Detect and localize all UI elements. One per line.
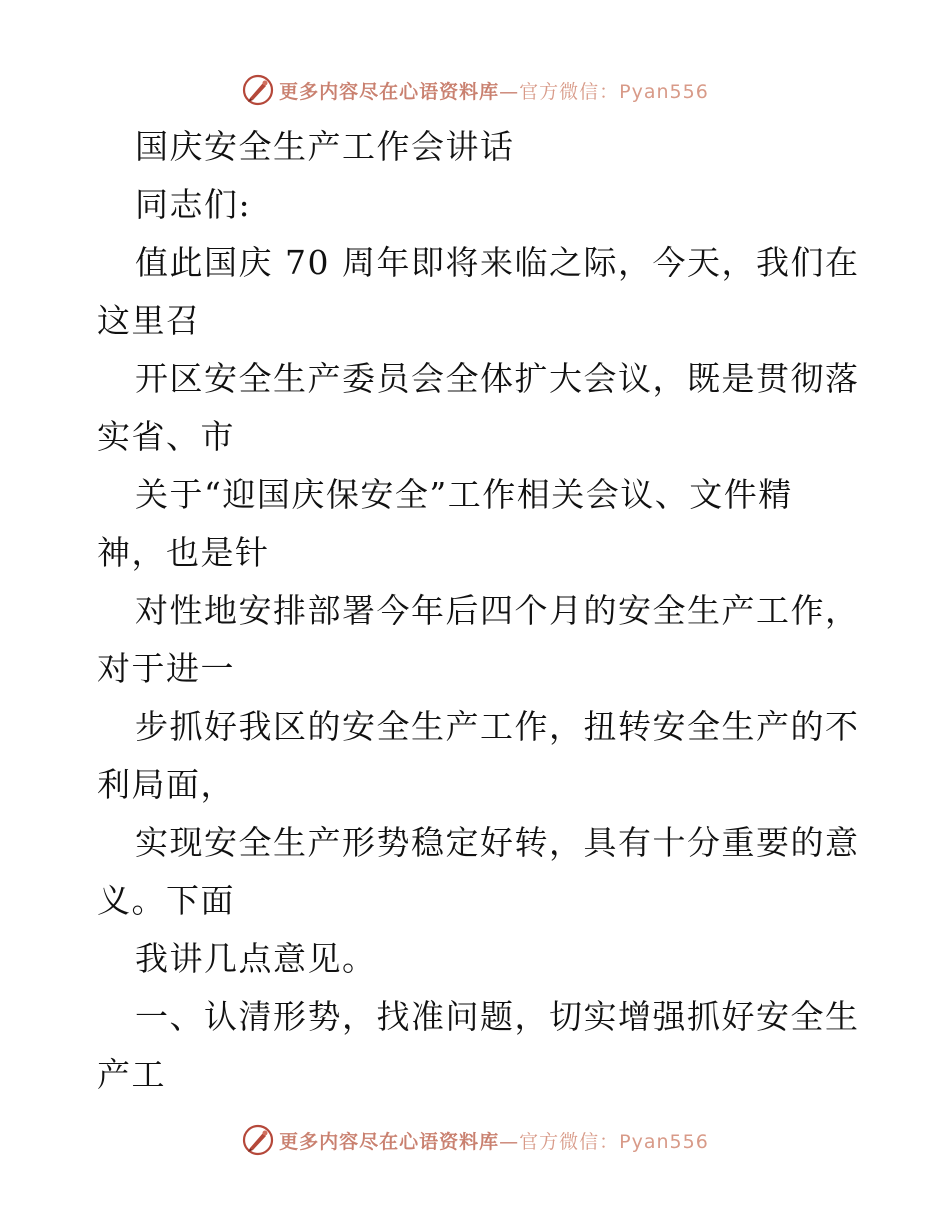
document-line: 实省、市 <box>97 417 235 456</box>
document-line: 一、认清形势，找准问题，切实增强抓好安全生 <box>135 997 860 1036</box>
document-line: 义。下面 <box>97 881 235 920</box>
watermark-wechat-text: 官方微信：Pyan556 <box>519 1130 709 1153</box>
document-line: 关于“迎国庆保安全”工作相关会议、文件精 <box>135 475 793 514</box>
watermark-main-text: 更多内容尽在心语资料库 <box>279 80 500 103</box>
watermark-main-text: 更多内容尽在心语资料库 <box>279 1130 500 1153</box>
document-line: 对性地安排部署今年后四个月的安全生产工作， <box>135 591 860 630</box>
document-line: 我讲几点意见。 <box>135 939 377 978</box>
document-line: 这里召 <box>97 301 201 340</box>
watermark-separator: — <box>499 1130 520 1153</box>
document-line: 值此国庆 70 周年即将来临之际，今天，我们在 <box>135 243 860 282</box>
document-line: 利局面， <box>97 765 235 804</box>
document-line: 神，也是针 <box>97 533 270 572</box>
document-line: 同志们: <box>135 185 252 224</box>
document-body <box>97 118 860 1104</box>
document-line: 实现安全生产形势稳定好转，具有十分重要的意 <box>135 823 860 862</box>
document-title: 国庆安全生产工作会讲话 <box>135 127 515 166</box>
pen-circle-logo-icon <box>241 1123 275 1157</box>
document-line: 步抓好我区的安全生产工作，扭转安全生产的不 <box>135 707 860 746</box>
footer-watermark <box>0 1120 950 1160</box>
pen-circle-logo-icon <box>241 73 275 107</box>
document-line: 开区安全生产委员会全体扩大会议，既是贯彻落 <box>135 359 860 398</box>
document-line: 对于进一 <box>97 649 235 688</box>
watermark-wechat-text: 官方微信：Pyan556 <box>519 80 709 103</box>
document-line: 产工 <box>97 1055 166 1094</box>
header-watermark <box>0 70 950 110</box>
watermark-separator: — <box>499 80 520 103</box>
